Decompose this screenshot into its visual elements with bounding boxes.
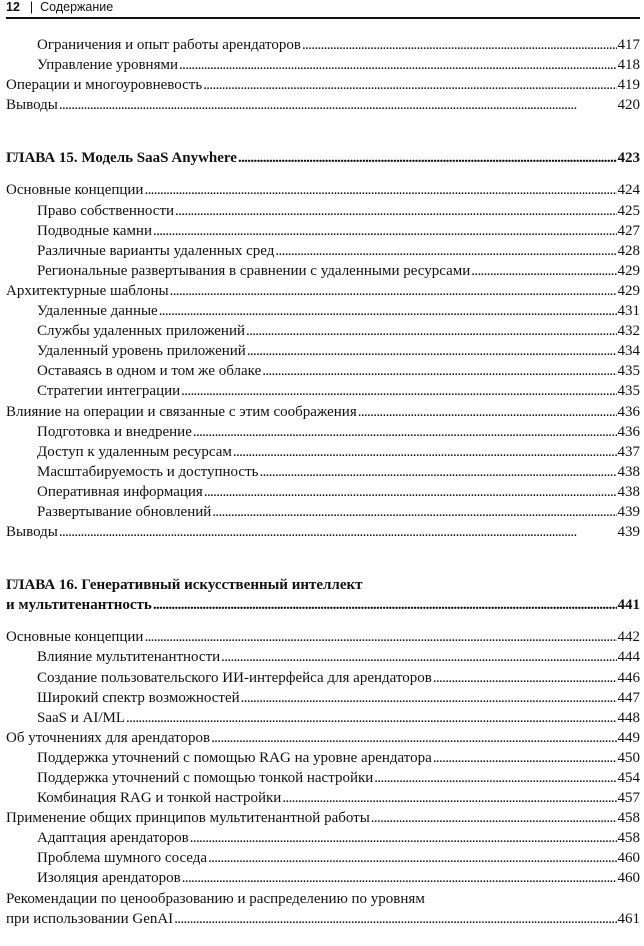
toc-page-number: 434 — [617, 343, 640, 360]
toc-chapter-title: ГЛАВА 15. Модель SaaS Anywhere — [6, 150, 237, 167]
toc-page-number: 449 — [617, 729, 640, 746]
toc-entry-text: Развертывание обновлений — [37, 503, 212, 520]
toc-entry[interactable] — [6, 180, 640, 200]
toc-subentry[interactable] — [6, 788, 640, 808]
toc-subentry[interactable] — [6, 708, 640, 728]
toc-leader-dots — [259, 462, 616, 482]
toc-page-number: 448 — [617, 709, 640, 726]
toc-entry-text: Адаптация арендаторов — [37, 830, 189, 847]
toc-entry[interactable] — [6, 75, 640, 95]
toc-entry[interactable] — [6, 627, 640, 647]
toc-entry-text: Поддержка уточнений с помощью RAG на уровне арендатора — [37, 749, 432, 766]
toc-entry-text: Подводные камни — [37, 222, 152, 239]
toc-entry-text: Ограничения и опыт работы арендаторов — [37, 37, 301, 53]
toc-entry-text: Подготовка и внедрение — [37, 423, 192, 440]
toc-page-number: 436 — [617, 403, 640, 420]
toc-entry-text: Широкий спектр возможностей — [37, 689, 240, 706]
toc-entry-text: Удаленные данные — [37, 303, 158, 320]
toc-entry-text: Основные концепции — [6, 629, 144, 646]
toc-entry[interactable] — [6, 728, 640, 748]
toc-subentry[interactable] — [6, 668, 640, 688]
toc-page-number: 418 — [617, 57, 640, 74]
toc-leader-dots — [275, 241, 616, 261]
toc-page-number: 435 — [617, 383, 640, 400]
toc-subentry[interactable] — [6, 201, 640, 221]
toc-page-number: 420 — [617, 97, 640, 114]
toc-leader-dots — [241, 688, 617, 708]
toc-entry-text: Влияние мультитенантности — [37, 649, 221, 666]
toc-page-number: 435 — [617, 363, 640, 380]
toc-entry-text: Масштабируемость и доступность — [37, 463, 259, 480]
running-header — [6, 0, 640, 19]
toc-leader-dots — [174, 909, 616, 929]
toc-leader-dots — [181, 381, 616, 401]
toc-leader-dots — [204, 482, 617, 502]
toc-chapter-title: и мультитенантность — [6, 597, 152, 614]
toc-subentry[interactable] — [6, 261, 640, 281]
toc-page-number: 441 — [617, 597, 640, 614]
toc-leader-dots — [433, 748, 617, 768]
toc-entry[interactable] — [6, 402, 640, 422]
toc-leader-dots — [193, 422, 617, 442]
toc-entry-text: Оперативная информация — [37, 483, 203, 500]
toc-entry-text: SaaS и AI/ML — [37, 709, 126, 726]
toc-subentry[interactable] — [6, 321, 640, 341]
toc-leader-dots — [159, 301, 617, 321]
toc-subentry[interactable] — [6, 35, 640, 55]
toc-page-number: 431 — [617, 303, 640, 320]
toc-entry[interactable] — [6, 909, 640, 929]
toc-leader-dots — [471, 261, 616, 281]
toc-entry[interactable] — [6, 281, 640, 301]
toc-entry-text: Оставаясь в одном и том же облаке — [37, 363, 262, 380]
toc-entry-text: Поддержка уточнений с помощью тонкой настройки — [37, 770, 374, 786]
toc-entry-text: Комбинация RAG и тонкой настройки — [37, 790, 282, 807]
toc-page-number: 447 — [617, 689, 640, 706]
toc-subentry[interactable] — [6, 647, 640, 667]
toc-leader-dots — [282, 788, 616, 808]
toc-page-number: 419 — [617, 77, 640, 94]
toc-entry-text: Управление уровнями — [37, 57, 179, 74]
toc-entry-text: Применение общих принципов мультитенантной работы — [6, 810, 370, 827]
toc-page-number: 436 — [617, 423, 640, 440]
toc-subentry[interactable] — [6, 341, 640, 361]
toc-page-number: 458 — [617, 830, 640, 847]
toc-leader-dots — [59, 95, 617, 115]
toc-page-number: 425 — [617, 202, 640, 219]
toc-leader-dots — [190, 828, 617, 848]
toc-entry-text: Основные концепции — [6, 182, 144, 199]
toc-entry[interactable] — [6, 808, 640, 828]
toc-group-chapter15 — [6, 180, 640, 542]
toc-page-number: 423 — [617, 150, 640, 167]
toc-chapter-16[interactable] — [6, 595, 640, 615]
toc-page-number: 460 — [617, 850, 640, 867]
toc-chapter-16-title-line1[interactable]: ГЛАВА 16. Генеративный искусственный интеллект — [6, 577, 363, 594]
toc-subentry[interactable] — [6, 221, 640, 241]
toc-entry[interactable] — [6, 95, 640, 115]
toc-entry-text: Выводы — [6, 524, 58, 541]
toc-page-number: 444 — [617, 649, 640, 666]
toc-page-number: 437 — [617, 443, 640, 460]
toc-subentry[interactable] — [6, 868, 640, 888]
toc-subentry[interactable] — [6, 361, 640, 381]
toc-subentry[interactable] — [6, 422, 640, 442]
toc-subentry[interactable] — [6, 748, 640, 768]
toc-entry-text: Региональные развертывания в сравнении с удаленными ресурсами — [37, 262, 471, 279]
toc-page-number: 458 — [617, 810, 640, 827]
toc-page-number: 429 — [617, 262, 640, 279]
toc-leader-dots — [208, 848, 616, 868]
toc-leader-dots — [182, 868, 617, 888]
toc-subentry[interactable] — [6, 502, 640, 522]
toc-leader-dots — [246, 321, 617, 341]
toc-page-number: 429 — [617, 282, 640, 299]
toc-leader-dots — [203, 75, 616, 95]
toc-page-number: 438 — [617, 483, 640, 500]
toc-leader-dots — [153, 595, 617, 615]
toc-leader-dots — [221, 647, 616, 667]
toc-page-number: 424 — [617, 182, 640, 199]
toc-entry-text: Операции и многоуровневость — [6, 77, 203, 94]
toc-leader-dots — [262, 361, 616, 381]
toc-leader-dots — [371, 808, 617, 828]
toc-entry-text: Право собственности — [37, 202, 175, 219]
toc-page-number: 439 — [617, 503, 640, 520]
toc-entry-text: Удаленный уровень приложений — [37, 343, 246, 360]
toc-leader-dots — [247, 341, 617, 361]
toc-page-number: 417 — [617, 37, 640, 53]
toc-subentry[interactable] — [6, 828, 640, 848]
table-of-contents — [6, 35, 640, 929]
toc-entry-text: Различные варианты удаленных сред — [37, 242, 275, 259]
toc-page-number: 457 — [617, 790, 640, 807]
header-title: Содержание — [40, 0, 114, 14]
toc-page-number: 460 — [617, 870, 640, 887]
toc-subentry[interactable] — [6, 688, 640, 708]
toc-entry-multiline-line1[interactable] — [6, 889, 640, 909]
toc-subentry[interactable] — [6, 848, 640, 868]
toc-leader-dots — [212, 502, 616, 522]
toc-leader-dots — [238, 148, 617, 168]
toc-leader-dots — [126, 708, 616, 728]
toc-entry-text: Архитектурные шаблоны — [6, 282, 169, 299]
toc-page-number: 454 — [617, 770, 640, 786]
toc-group-chapter14-tail — [6, 35, 640, 115]
toc-page-number: 442 — [617, 629, 640, 646]
toc-entry-text: при использовании GenAI — [6, 910, 174, 927]
toc-leader-dots — [179, 55, 616, 75]
toc-page-number: 438 — [617, 463, 640, 480]
toc-subentry[interactable] — [6, 482, 640, 502]
toc-subentry[interactable] — [6, 442, 640, 462]
header-separator: | — [29, 0, 34, 14]
toc-entry-text: Доступ к удаленным ресурсам — [37, 443, 232, 460]
toc-leader-dots — [175, 201, 616, 221]
toc-subentry[interactable] — [6, 55, 640, 75]
toc-entry-text: Влияние на операции и связанные с этим соображения — [6, 403, 357, 420]
toc-page-number: 432 — [617, 323, 640, 340]
toc-leader-dots — [433, 668, 617, 688]
toc-entry-text: Выводы — [6, 97, 58, 114]
toc-leader-dots — [153, 221, 617, 241]
toc-entry[interactable] — [6, 522, 640, 542]
toc-leader-dots — [170, 281, 617, 301]
toc-leader-dots — [302, 35, 617, 55]
toc-entry-text: Проблема шумного соседа — [37, 850, 208, 867]
toc-group-chapter16 — [6, 627, 640, 888]
toc-subentry[interactable] — [6, 301, 640, 321]
toc-leader-dots — [211, 728, 616, 748]
toc-chapter-15[interactable] — [6, 148, 640, 168]
toc-page-number: 446 — [617, 669, 640, 686]
toc-subentry[interactable] — [6, 768, 640, 788]
toc-leader-dots — [233, 442, 617, 462]
toc-subentry[interactable] — [6, 381, 640, 401]
toc-entry-text: Изоляция арендаторов — [37, 870, 181, 887]
toc-leader-dots — [59, 522, 617, 542]
toc-page-number: 461 — [617, 910, 640, 927]
toc-page-number: 450 — [617, 749, 640, 766]
toc-leader-dots — [374, 768, 616, 788]
toc-entry-text: Об уточнениях для арендаторов — [6, 729, 211, 746]
toc-entry-text: Стратегии интеграции — [37, 383, 181, 400]
toc-subentry[interactable] — [6, 241, 640, 261]
toc-leader-dots — [358, 402, 617, 422]
toc-entry-text: Службы удаленных приложений — [37, 323, 245, 340]
toc-page-number: 439 — [617, 524, 640, 541]
toc-leader-dots — [144, 627, 616, 647]
toc-subentry[interactable] — [6, 462, 640, 482]
toc-leader-dots — [144, 180, 616, 200]
toc-entry-text: Создание пользовательского ИИ-интерфейса для арендаторов — [37, 669, 432, 686]
toc-page-number: 428 — [617, 242, 640, 259]
page-number: 12 — [6, 0, 20, 14]
toc-page-number: 427 — [617, 222, 640, 239]
toc-entry-text: Рекомендации по ценообразованию и распределению по уровням — [6, 890, 425, 907]
